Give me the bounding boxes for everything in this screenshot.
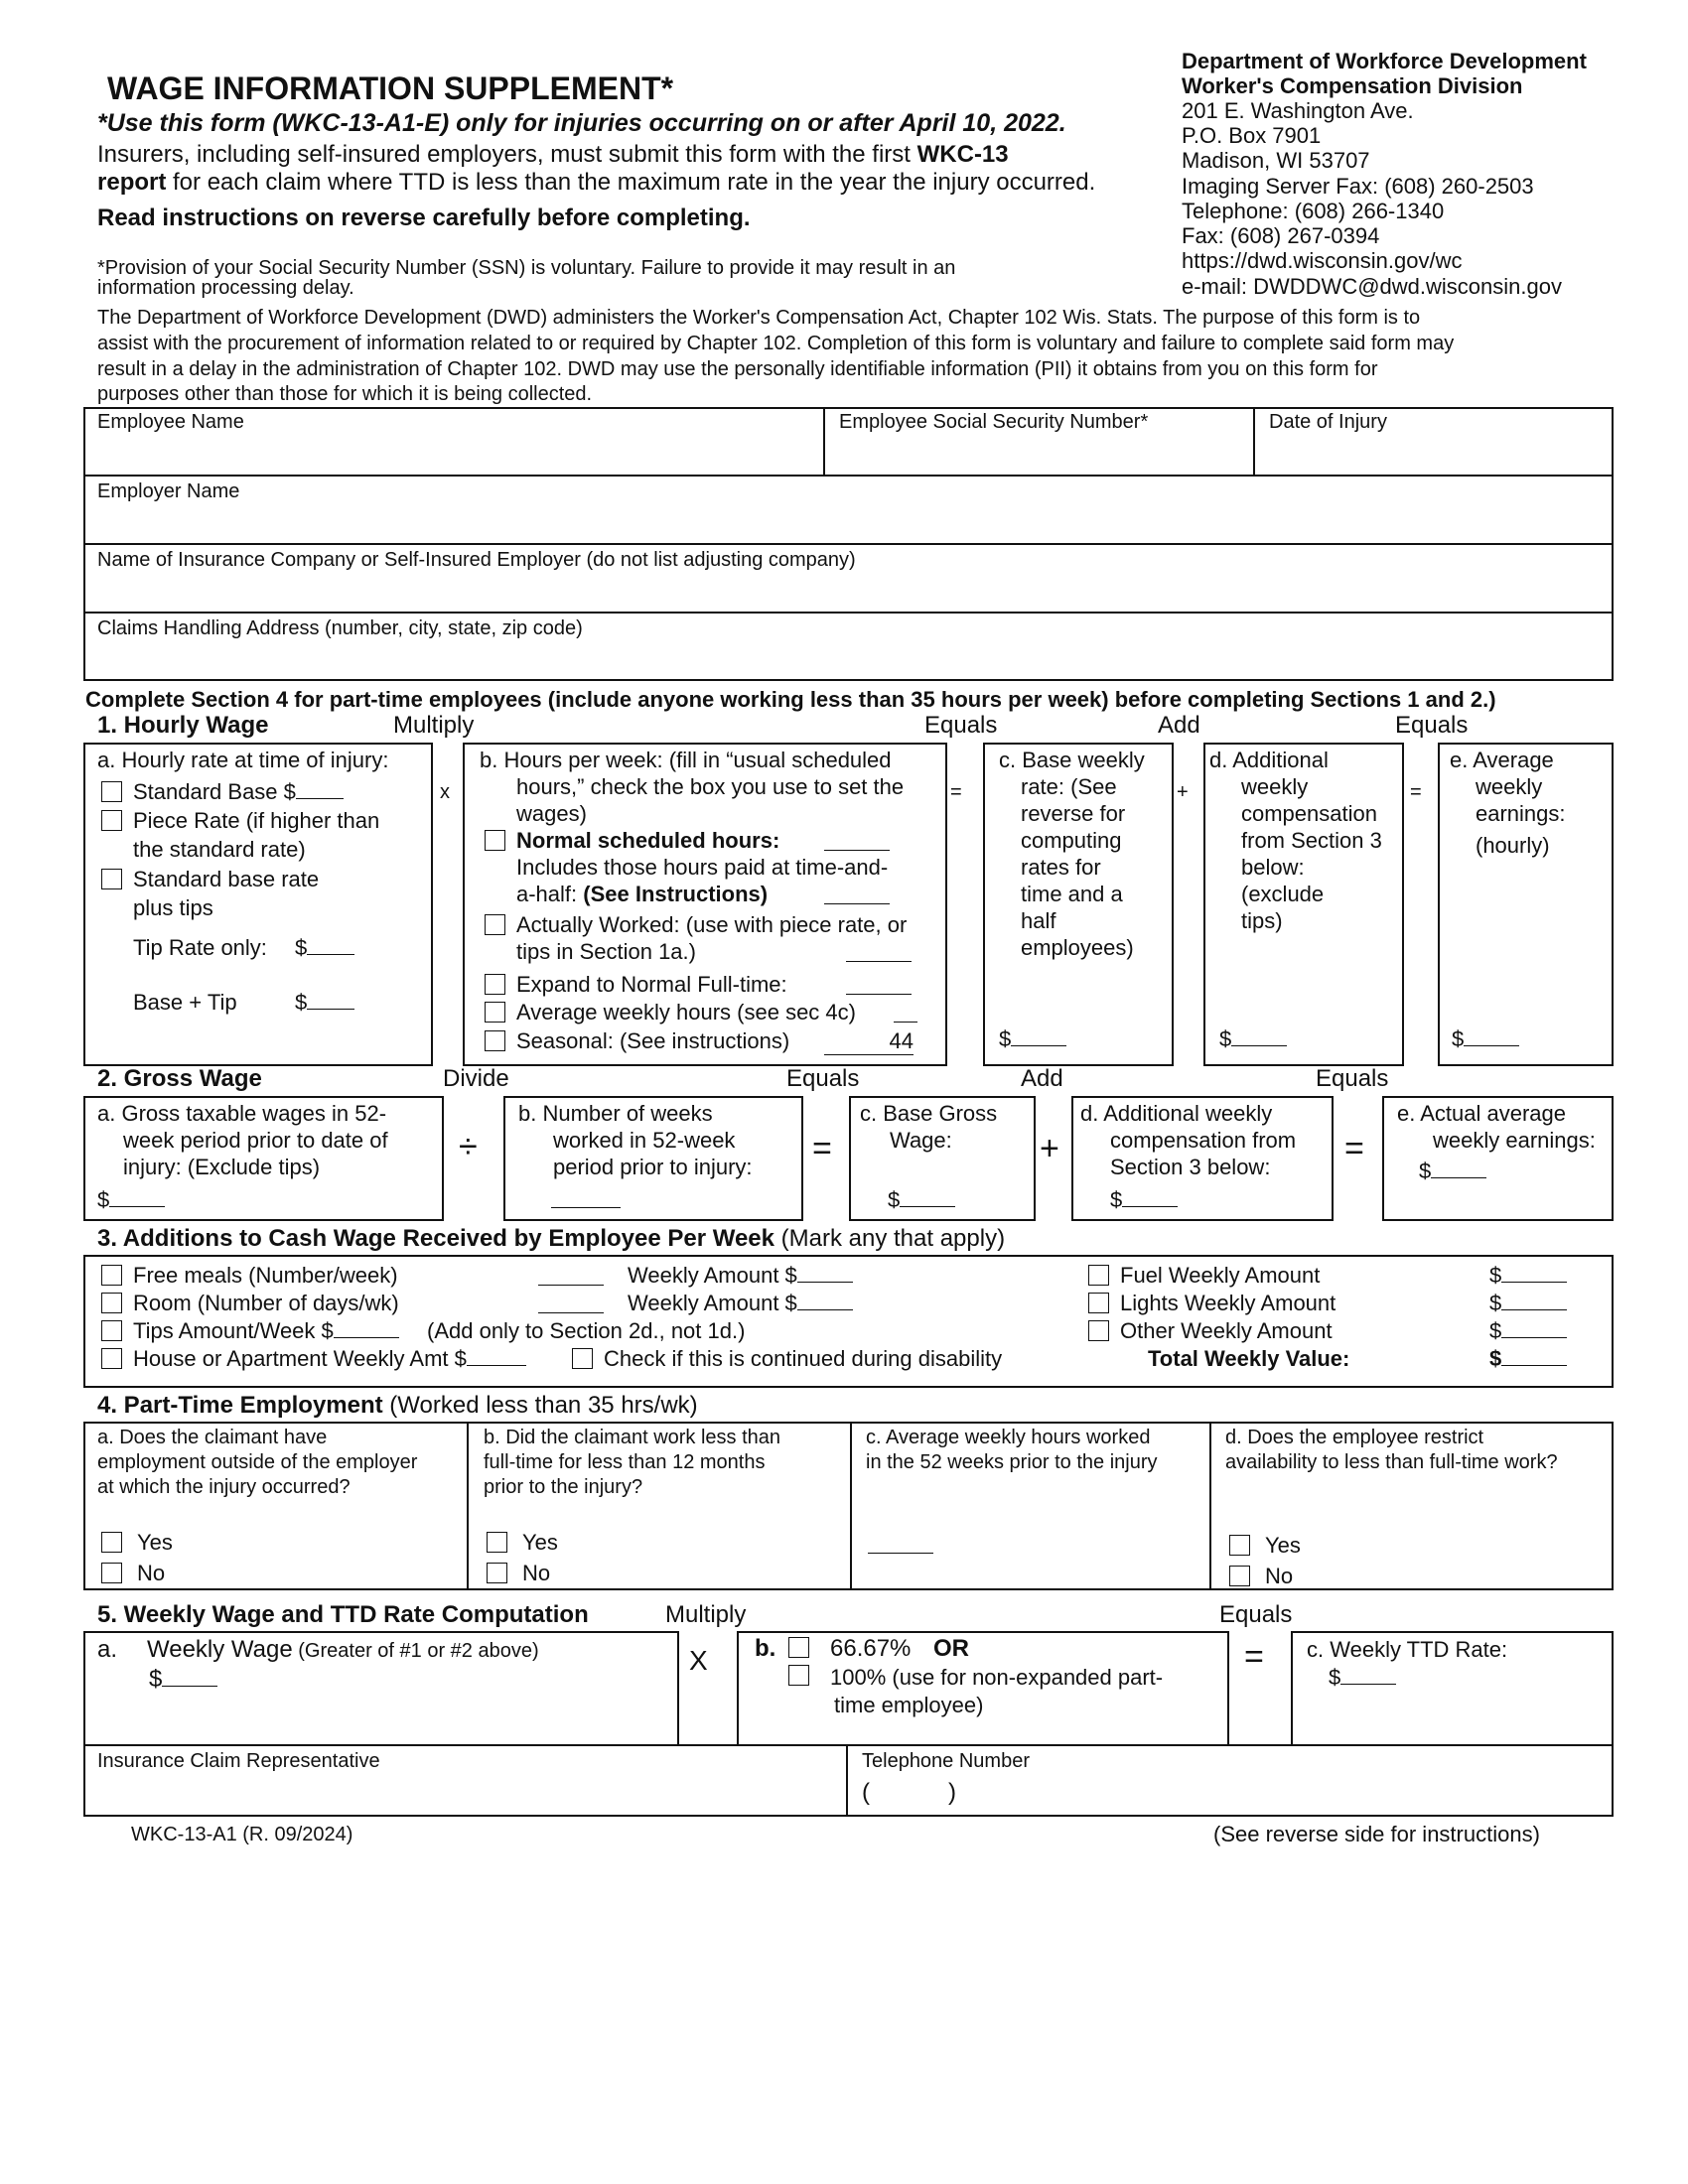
base-plus-tip-blank[interactable] [307, 1009, 354, 1010]
dwd-paragraph-line3: result in a delay in the administration of Chapter 102. DWD may use the personally identifiable information (PII) it obtains from you on this form for [97, 358, 1378, 380]
s1c-line6: time and a [1021, 882, 1123, 906]
avg-weekly-hours-checkbox[interactable] [485, 1002, 505, 1023]
s1b-title-2: hours,” check the box you use to set the [516, 774, 905, 799]
section5-title: 5. Weekly Wage and TTD Rate Computation [97, 1601, 589, 1628]
s2-equals-label: Equals [786, 1065, 860, 1092]
s1e-line2: weekly [1476, 774, 1543, 799]
employee-name-label: Employee Name [97, 411, 244, 433]
house-amount-blank[interactable] [467, 1365, 526, 1366]
rate-6667-checkbox[interactable] [788, 1637, 809, 1658]
s5c-amount: $ [1329, 1664, 1396, 1691]
continued-disability-label: Check if this is continued during disability [604, 1346, 1003, 1371]
base-plus-tips-label-2: plus tips [133, 895, 213, 920]
seasonal-value[interactable]: 44 [824, 1027, 914, 1055]
employer-name-label: Employer Name [97, 480, 240, 502]
agency-telephone: Telephone: (608) 266-1340 [1182, 199, 1445, 223]
s1d-line2: weekly [1241, 774, 1309, 799]
s1d-line5: below: [1241, 855, 1305, 880]
rate-100-label-1: 100% (use for non-expanded part- [830, 1665, 1164, 1690]
standard-base-label: Standard Base $ [133, 778, 344, 805]
number-of-weeks-blank[interactable] [551, 1207, 621, 1208]
s4a-no-checkbox[interactable] [101, 1563, 122, 1583]
actual-average-earnings-blank[interactable] [1431, 1177, 1486, 1178]
lights-amount-blank[interactable] [1501, 1309, 1567, 1310]
expand-fulltime-label: Expand to Normal Full-time: [516, 972, 787, 997]
dwd-paragraph-line1: The Department of Workforce Development (DWD) administers the Worker's Compensation Act, Chapter 102 Wis. Stats. The purpose of this form is to [97, 307, 1421, 329]
s1c-amount: $ [999, 1025, 1066, 1052]
s1c-line3: reverse for [1021, 801, 1126, 826]
complete-section4-note: Complete Section 4 for part-time employees (include anyone working less than 35 hours per week) before completing Sections 1 and 2.) [85, 687, 1496, 712]
s1c-line1: c. Base weekly [999, 748, 1145, 772]
expand-fulltime-checkbox[interactable] [485, 974, 505, 995]
continued-disability-checkbox[interactable] [572, 1348, 593, 1369]
free-meals-checkbox[interactable] [101, 1265, 122, 1286]
form-title: WAGE INFORMATION SUPPLEMENT* [107, 70, 674, 106]
claim-rep-field[interactable] [89, 1777, 842, 1813]
lights-label: Lights Weekly Amount [1120, 1291, 1336, 1315]
section3-title: 3. Additions to Cash Wage Received by Employee Per Week (Mark any that apply) [97, 1225, 1006, 1252]
s5-multiply-label: Multiply [665, 1601, 747, 1628]
s2-equals2-symbol: = [1344, 1130, 1364, 1167]
s2d-line3: Section 3 below: [1110, 1155, 1271, 1179]
weekly-ttd-rate-blank[interactable] [1340, 1684, 1396, 1685]
s4b-yes-label: Yes [522, 1530, 558, 1555]
s4d-no-label: No [1265, 1564, 1294, 1588]
s1b-title-1: b. Hours per week: (fill in “usual scheduled [480, 748, 892, 772]
s2a-line3: injury: (Exclude tips) [123, 1155, 321, 1179]
s4c-line2: in the 52 weeks prior to the injury [866, 1451, 1158, 1473]
agency-division: Worker's Compensation Division [1182, 73, 1523, 98]
other-amount-blank[interactable] [1501, 1337, 1567, 1338]
fuel-label: Fuel Weekly Amount [1120, 1263, 1321, 1288]
free-meals-label: Free meals (Number/week) [133, 1263, 398, 1288]
standard-base-checkbox[interactable] [101, 781, 122, 802]
agency-address: 201 E. Washington Ave. [1182, 98, 1414, 123]
s2-additional-weekly-comp-blank[interactable] [1122, 1206, 1178, 1207]
other-label: Other Weekly Amount [1120, 1318, 1333, 1343]
dwd-paragraph-line2: assist with the procurement of information related to or required by Chapter 102. Completion of this form is voluntary and failure to complete said form may [97, 333, 1455, 354]
s4a-line1: a. Does the claimant have [97, 1427, 328, 1448]
s5-equals-symbol: = [1244, 1638, 1264, 1676]
s2c-amount: $ [888, 1186, 955, 1213]
piece-rate-label-1: Piece Rate (if higher than [133, 808, 380, 833]
avg-weekly-hours-label: Average weekly hours (see sec 4c) [516, 1000, 856, 1024]
standard-base-blank[interactable] [296, 798, 344, 799]
rate-100-checkbox[interactable] [788, 1665, 809, 1686]
s5a-weekly-wage: Weekly Wage (Greater of #1 or #2 above) [147, 1636, 539, 1663]
section1-title: 1. Hourly Wage [97, 712, 269, 739]
s1-equals2-label: Equals [1395, 712, 1469, 739]
s1d-line7: tips) [1241, 908, 1283, 933]
s2b-line1: b. Number of weeks [518, 1101, 713, 1126]
s4b-yes-checkbox[interactable] [487, 1532, 507, 1553]
room-checkbox[interactable] [101, 1293, 122, 1313]
weekly-wage-blank[interactable] [162, 1686, 217, 1687]
s5a-amount: $ [149, 1666, 217, 1694]
room-weekly-amount: Weekly Amount $ [628, 1290, 853, 1316]
form-id: WKC-13-A1 (R. 09/2024) [131, 1824, 353, 1845]
piece-rate-label-2: the standard rate) [133, 837, 306, 862]
seasonal-checkbox[interactable] [485, 1030, 505, 1051]
normal-hours-note-2: a-half: (See Instructions) [516, 882, 769, 906]
time-and-half-blank[interactable] [824, 903, 890, 904]
s2-add-label: Add [1021, 1065, 1063, 1092]
seasonal-label: Seasonal: (See instructions) [516, 1028, 790, 1053]
agency-imaging-fax: Imaging Server Fax: (608) 260-2503 [1182, 174, 1534, 199]
total-weekly-value-label: Total Weekly Value: [1148, 1346, 1350, 1371]
read-instructions-note: Read instructions on reverse carefully before completing. [97, 205, 751, 231]
gross-taxable-wages-blank[interactable] [109, 1206, 165, 1207]
s2-plus-symbol: + [1040, 1130, 1059, 1167]
tip-rate-only-label: Tip Rate only: [133, 935, 267, 960]
form-subtitle: *Use this form (WKC-13-A1-E) only for injuries occurring on or after April 10, 2022. [97, 109, 1066, 137]
base-plus-tips-label-1: Standard base rate [133, 867, 320, 891]
lights-amount: $ [1489, 1290, 1567, 1316]
s4d-yes-checkbox[interactable] [1229, 1535, 1250, 1556]
s1-multiply-label: Multiply [393, 712, 475, 739]
s1e-line4: (hourly) [1476, 833, 1550, 858]
telephone-paren-close: ) [948, 1779, 956, 1806]
s2-divide-symbol: ÷ [459, 1128, 478, 1165]
s2-divide-label: Divide [443, 1065, 509, 1092]
s4b-no-checkbox[interactable] [487, 1563, 507, 1583]
agency-dept: Department of Workforce Development [1182, 49, 1587, 73]
s4d-line2: availability to less than full-time work? [1225, 1451, 1558, 1473]
fuel-checkbox[interactable] [1088, 1265, 1109, 1286]
employee-ssn-field[interactable] [828, 437, 1250, 473]
s1d-line3: compensation [1241, 801, 1377, 826]
other-amount: $ [1489, 1317, 1567, 1344]
normal-hours-checkbox[interactable] [485, 830, 505, 851]
s5-multiply-symbol: X [689, 1645, 708, 1676]
base-plus-tip-label: Base + Tip [133, 990, 237, 1015]
s1-equals2-symbol: = [1410, 781, 1422, 803]
agency-po-box: P.O. Box 7901 [1182, 123, 1322, 148]
s4a-line3: at which the injury occurred? [97, 1476, 351, 1498]
s2e-line2: weekly earnings: [1433, 1128, 1596, 1153]
s5b-or: OR [933, 1635, 969, 1662]
actually-worked-blank[interactable] [846, 961, 912, 962]
room-days-blank[interactable] [538, 1312, 604, 1313]
s2c-line1: c. Base Gross [860, 1101, 998, 1126]
s2d-line1: d. Additional weekly [1080, 1101, 1273, 1126]
s1-add-label: Add [1158, 712, 1200, 739]
s5-equals-label: Equals [1219, 1601, 1293, 1628]
s4a-yes-label: Yes [137, 1530, 173, 1555]
date-of-injury-label: Date of Injury [1269, 411, 1387, 433]
s4a-line2: employment outside of the employer [97, 1451, 418, 1473]
s1e-line1: e. Average [1450, 748, 1554, 772]
s1-equals-symbol: = [950, 781, 962, 803]
section4-title: 4. Part-Time Employment (Worked less than 35 hrs/wk) [97, 1392, 698, 1419]
piece-rate-checkbox[interactable] [101, 810, 122, 831]
s1c-line5: rates for [1021, 855, 1101, 880]
normal-hours-note-1: Includes those hours paid at time-and- [516, 855, 889, 880]
s1c-line4: computing [1021, 828, 1122, 853]
see-reverse-note: (See reverse side for instructions) [1213, 1822, 1540, 1846]
claims-address-label: Claims Handling Address (number, city, state, zip code) [97, 617, 583, 639]
ssn-note-line2: information processing delay. [97, 277, 354, 299]
ssn-note-line1: *Provision of your Social Security Number (SSN) is voluntary. Failure to provide it may result in an [97, 257, 956, 279]
claims-address-field[interactable] [87, 641, 1610, 677]
s1-multiply-symbol: x [440, 781, 450, 803]
s2e-line1: e. Actual average [1397, 1101, 1567, 1126]
s4c-line1: c. Average weekly hours worked [866, 1427, 1151, 1448]
room-amount-blank[interactable] [797, 1309, 853, 1310]
house-checkbox[interactable] [101, 1348, 122, 1369]
s2d-amount: $ [1110, 1186, 1178, 1213]
tip-rate-only-amount: $ [295, 934, 354, 961]
claim-rep-label: Insurance Claim Representative [97, 1750, 380, 1772]
tips-amount-blank[interactable] [334, 1337, 399, 1338]
s1-plus-symbol: + [1177, 781, 1189, 803]
agency-email: e-mail: DWDDWC@dwd.wisconsin.gov [1182, 274, 1562, 299]
s4a-yes-checkbox[interactable] [101, 1532, 122, 1553]
total-weekly-value-amount: $ [1489, 1345, 1567, 1372]
free-meals-count-blank[interactable] [538, 1285, 604, 1286]
s1e-amount: $ [1452, 1025, 1519, 1052]
base-gross-wage-blank[interactable] [900, 1206, 955, 1207]
base-plus-tips-checkbox[interactable] [101, 869, 122, 889]
normal-hours-label: Normal scheduled hours: [516, 828, 780, 853]
actually-worked-checkbox[interactable] [485, 914, 505, 935]
insurance-company-label: Name of Insurance Company or Self-Insured Employer (do not list adjusting company) [97, 549, 856, 571]
s5b-label: b. [755, 1635, 776, 1662]
s2-equals-symbol: = [812, 1130, 832, 1167]
s1c-line7: half [1021, 908, 1056, 933]
tips-checkbox[interactable] [101, 1320, 122, 1341]
telephone-paren-open: ( [862, 1779, 870, 1806]
s4d-yes-label: Yes [1265, 1533, 1301, 1558]
rate-100-label-2: time employee) [834, 1693, 984, 1717]
s2b-line3: period prior to injury: [553, 1155, 753, 1179]
section2-title: 2. Gross Wage [97, 1065, 262, 1092]
s4b-line2: full-time for less than 12 months [484, 1451, 766, 1473]
free-meals-amount-blank[interactable] [797, 1282, 853, 1283]
s5a-label: a. [97, 1636, 118, 1663]
agency-website: https://dwd.wisconsin.gov/wc [1182, 248, 1463, 273]
s1d-amount: $ [1219, 1025, 1287, 1052]
s2e-amount: $ [1419, 1158, 1486, 1184]
agency-city: Madison, WI 53707 [1182, 148, 1370, 173]
s4a-no-label: No [137, 1561, 166, 1585]
s1c-line2: rate: (See [1021, 774, 1117, 799]
base-plus-tip-amount: $ [295, 989, 354, 1016]
s1b-title-3: wages) [516, 801, 587, 826]
house-label: House or Apartment Weekly Amt $ [133, 1345, 526, 1372]
s1d-line1: d. Additional [1209, 748, 1329, 772]
s4b-line3: prior to the injury? [484, 1476, 643, 1498]
total-weekly-value-blank[interactable] [1501, 1365, 1567, 1366]
insurers-note-line1: Insurers, including self-insured employers, must submit this form with the first WKC-13 [97, 141, 1009, 168]
telephone-field[interactable] [852, 1777, 1610, 1813]
expand-fulltime-blank[interactable] [846, 994, 912, 995]
s2a-line2: week period prior to date of [123, 1128, 388, 1153]
s4d-line1: d. Does the employee restrict [1225, 1427, 1484, 1448]
s2b-line2: worked in 52-week [553, 1128, 736, 1153]
avg-hours-52-weeks-blank[interactable] [868, 1553, 933, 1554]
fuel-amount-blank[interactable] [1501, 1282, 1567, 1283]
s2a-line1: a. Gross taxable wages in 52- [97, 1101, 387, 1126]
agency-fax: Fax: (608) 267-0394 [1182, 223, 1380, 248]
room-label: Room (Number of days/wk) [133, 1291, 399, 1315]
lights-checkbox[interactable] [1088, 1293, 1109, 1313]
rate-6667-label: 66.67% [830, 1635, 912, 1662]
s1e-line3: earnings: [1476, 801, 1566, 826]
s1-equals-label: Equals [924, 712, 998, 739]
actually-worked-label-2: tips in Section 1a.) [516, 939, 696, 964]
actually-worked-label-1: Actually Worked: (use with piece rate, or [516, 912, 908, 937]
s5c-label: c. Weekly TTD Rate: [1307, 1637, 1508, 1662]
s4d-no-checkbox[interactable] [1229, 1566, 1250, 1586]
insurers-note-line2: report for each claim where TTD is less than the maximum rate in the year the injury occurred. [97, 169, 1096, 196]
s1c-line8: employees) [1021, 935, 1134, 960]
average-weekly-earnings-blank[interactable] [1464, 1045, 1519, 1046]
s4b-line1: b. Did the claimant work less than [484, 1427, 781, 1448]
avg-weekly-hours-blank[interactable] [894, 1022, 917, 1023]
tip-rate-only-blank[interactable] [307, 954, 354, 955]
insurance-company-field[interactable] [87, 573, 1610, 609]
tips-label: Tips Amount/Week $ [133, 1317, 399, 1344]
tips-note: (Add only to Section 2d., not 1d.) [427, 1318, 746, 1343]
base-weekly-rate-blank[interactable] [1011, 1045, 1066, 1046]
date-of-injury-field[interactable] [1258, 437, 1610, 473]
s2d-line2: compensation from [1110, 1128, 1297, 1153]
s4b-no-label: No [522, 1561, 551, 1585]
additional-weekly-comp-blank[interactable] [1231, 1045, 1287, 1046]
free-meals-weekly-amount: Weekly Amount $ [628, 1262, 853, 1289]
s1d-line4: from Section 3 [1241, 828, 1382, 853]
other-checkbox[interactable] [1088, 1320, 1109, 1341]
s1a-title: a. Hourly rate at time of injury: [97, 748, 389, 772]
fuel-amount: $ [1489, 1262, 1567, 1289]
employee-name-field[interactable] [87, 437, 820, 473]
dwd-paragraph-line4: purposes other than those for which it is being collected. [97, 383, 593, 405]
normal-hours-blank[interactable] [824, 850, 890, 851]
employee-ssn-label: Employee Social Security Number* [839, 411, 1149, 433]
s2c-line2: Wage: [890, 1128, 952, 1153]
telephone-label: Telephone Number [862, 1750, 1030, 1772]
s1d-line6: (exclude [1241, 882, 1325, 906]
s2-equals2-label: Equals [1316, 1065, 1389, 1092]
employer-name-field[interactable] [87, 504, 1610, 540]
s2a-amount: $ [97, 1186, 165, 1213]
